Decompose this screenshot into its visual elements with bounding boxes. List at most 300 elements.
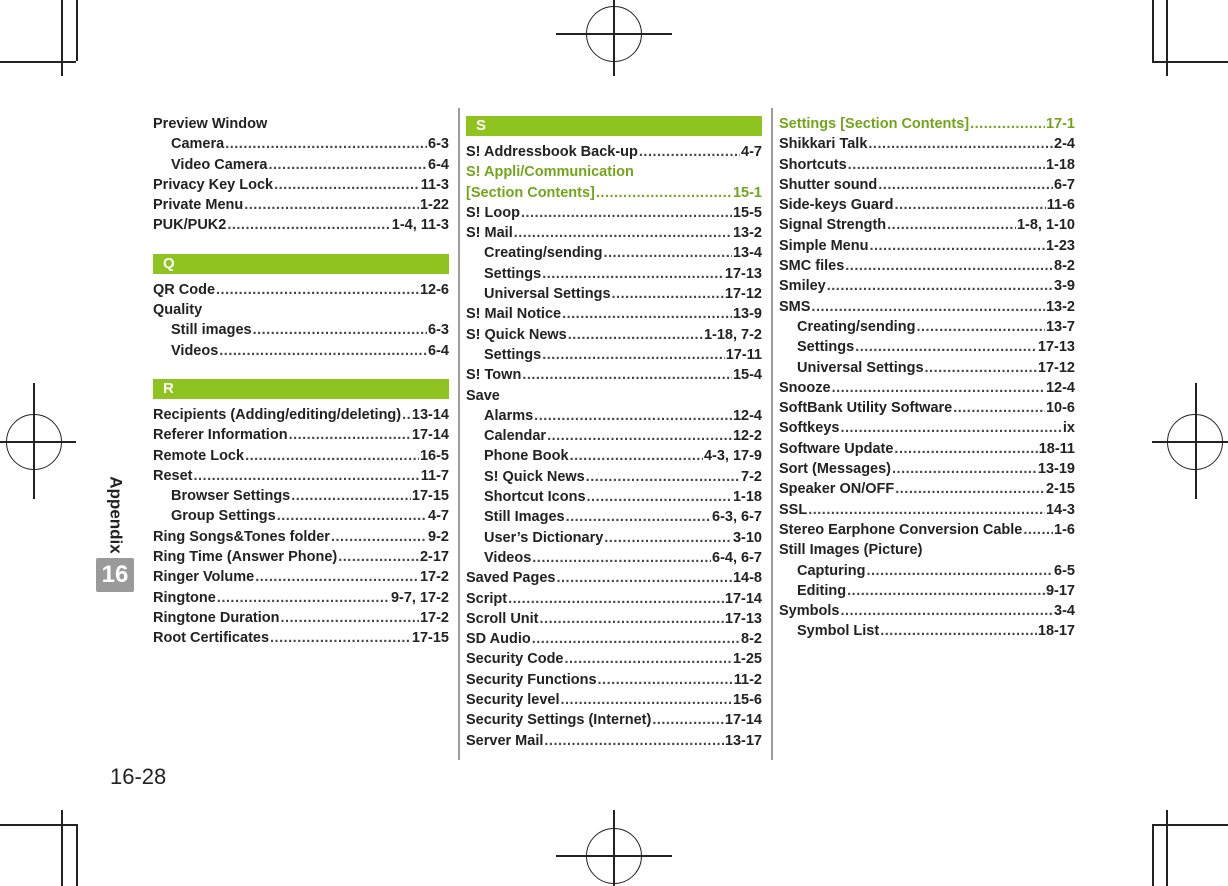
dot-leader bbox=[277, 506, 427, 526]
entry-term: Snooze bbox=[779, 379, 831, 396]
dot-leader bbox=[880, 621, 1037, 641]
entry-term: S! Mail Notice bbox=[466, 306, 562, 323]
index-entry bbox=[466, 142, 762, 162]
index-entry bbox=[466, 568, 762, 588]
index-entry bbox=[466, 467, 762, 487]
index-entry bbox=[153, 134, 449, 154]
index-entry bbox=[466, 264, 762, 284]
index-entry bbox=[466, 162, 762, 182]
index-entry bbox=[466, 284, 762, 304]
dot-leader bbox=[848, 155, 1045, 175]
entry-term: Remote Lock bbox=[153, 447, 245, 464]
index-entry bbox=[779, 540, 1075, 560]
dot-leader bbox=[612, 284, 724, 304]
entry-term: User’s Dictionary bbox=[484, 529, 604, 546]
index-entry bbox=[779, 155, 1075, 175]
entry-term: Save bbox=[466, 387, 500, 404]
entry-page-ref: 11-7 bbox=[420, 467, 449, 484]
entry-page-ref: 8-2 bbox=[741, 631, 762, 648]
entry-page-ref: 13-2 bbox=[732, 225, 762, 242]
index-entry bbox=[779, 520, 1075, 540]
entry-term: Recipients (Adding/editing/deleting) bbox=[153, 406, 402, 423]
index-entry bbox=[153, 466, 449, 486]
index-entry bbox=[466, 731, 762, 751]
entry-page-ref: 15-1 bbox=[732, 184, 762, 201]
index-entry bbox=[153, 300, 449, 320]
crop-mark bbox=[1166, 810, 1168, 886]
entry-term: Shutter sound bbox=[779, 176, 878, 193]
entry-page-ref: 9-7, 17-2 bbox=[390, 589, 449, 606]
entry-page-ref: 7-2 bbox=[741, 468, 762, 485]
entry-term: Universal Settings bbox=[484, 286, 611, 303]
dot-leader bbox=[508, 589, 724, 609]
entry-page-ref: 1-25 bbox=[732, 651, 762, 668]
dot-leader bbox=[887, 215, 1016, 235]
entry-term: Shortcuts bbox=[779, 156, 847, 173]
index-entry bbox=[779, 500, 1075, 520]
entry-page-ref: 1-23 bbox=[1045, 237, 1075, 254]
chapter-tab bbox=[96, 470, 134, 590]
entry-term: Reset bbox=[153, 467, 193, 484]
dot-leader bbox=[565, 649, 732, 669]
dot-leader bbox=[916, 317, 1045, 337]
dot-leader bbox=[544, 731, 724, 751]
dot-leader bbox=[532, 629, 740, 649]
dot-leader bbox=[808, 500, 1045, 520]
entry-page-ref: 4-3, 17-9 bbox=[703, 448, 762, 465]
registration-circle bbox=[586, 828, 642, 884]
dot-leader bbox=[225, 134, 427, 154]
entry-page-ref: 2-4 bbox=[1054, 136, 1075, 153]
page-number: 16-28 bbox=[110, 764, 167, 789]
entry-term: Smiley bbox=[779, 278, 826, 295]
section-header: R bbox=[153, 379, 449, 399]
entry-term: Still Images (Picture) bbox=[779, 542, 923, 559]
dot-leader bbox=[604, 528, 732, 548]
dot-leader bbox=[855, 337, 1037, 357]
entry-term: Symbol List bbox=[797, 623, 880, 640]
entry-page-ref: 1-6 bbox=[1054, 521, 1075, 538]
dot-leader bbox=[253, 320, 427, 340]
index-entry bbox=[153, 425, 449, 445]
dot-leader bbox=[953, 398, 1045, 418]
dot-leader bbox=[895, 479, 1045, 499]
index-entry bbox=[153, 280, 449, 300]
entry-page-ref: 6-3 bbox=[428, 322, 449, 339]
index-entry bbox=[779, 378, 1075, 398]
index-entry bbox=[153, 341, 449, 361]
dot-leader bbox=[244, 195, 419, 215]
index-entry bbox=[779, 337, 1075, 357]
entry-page-ref: 17-2 bbox=[419, 609, 449, 626]
entry-page-ref: 13-2 bbox=[1045, 298, 1075, 315]
dot-leader bbox=[894, 439, 1037, 459]
entry-page-ref: 15-5 bbox=[732, 204, 762, 221]
index-entry bbox=[466, 589, 762, 609]
entry-term: PUK/PUK2 bbox=[153, 217, 227, 234]
index-entry bbox=[153, 175, 449, 195]
entry-term: Scroll Unit bbox=[466, 610, 539, 627]
dot-leader bbox=[542, 264, 724, 284]
index-entry bbox=[466, 446, 762, 466]
index-entry bbox=[466, 223, 762, 243]
section-gap bbox=[153, 361, 449, 377]
index-entry bbox=[779, 398, 1075, 418]
dot-leader bbox=[402, 405, 411, 425]
index-entry bbox=[779, 114, 1075, 134]
dot-leader bbox=[925, 358, 1037, 378]
entry-term: Videos bbox=[484, 549, 532, 566]
dot-leader bbox=[216, 280, 419, 300]
index-entry bbox=[466, 426, 762, 446]
entry-page-ref: 16-5 bbox=[419, 447, 449, 464]
dot-leader bbox=[811, 297, 1045, 317]
index-entry bbox=[153, 195, 449, 215]
index-column-1 bbox=[153, 114, 449, 649]
entry-page-ref: 9-17 bbox=[1045, 582, 1075, 599]
dot-leader bbox=[869, 236, 1045, 256]
entry-page-ref: 1-22 bbox=[419, 197, 449, 214]
index-entry bbox=[153, 215, 449, 235]
entry-term: Security level bbox=[466, 692, 560, 709]
entry-page-ref: 2-15 bbox=[1045, 481, 1075, 498]
dot-leader bbox=[217, 588, 390, 608]
dot-leader bbox=[547, 426, 732, 446]
index-entry bbox=[779, 601, 1075, 621]
dot-leader bbox=[832, 378, 1045, 398]
dot-leader bbox=[603, 243, 732, 263]
entry-page-ref: 12-2 bbox=[732, 428, 762, 445]
entry-page-ref: 1-18, 7-2 bbox=[703, 326, 762, 343]
dot-leader bbox=[534, 406, 732, 426]
crop-mark bbox=[76, 824, 78, 886]
entry-page-ref: 13-14 bbox=[411, 406, 449, 423]
section-header: Q bbox=[153, 254, 449, 274]
entry-page-ref: 13-17 bbox=[724, 732, 762, 749]
entry-page-ref: 1-4, 11-3 bbox=[391, 217, 449, 234]
entry-page-ref: 6-4 bbox=[428, 156, 449, 173]
entry-term: Alarms bbox=[484, 407, 534, 424]
index-entry bbox=[779, 195, 1075, 215]
entry-page-ref: 17-13 bbox=[724, 265, 762, 282]
entry-term: Universal Settings bbox=[797, 359, 924, 376]
dot-leader bbox=[570, 446, 703, 466]
entry-term: Speaker ON/OFF bbox=[779, 481, 895, 498]
index-entry bbox=[466, 203, 762, 223]
entry-page-ref: 15-6 bbox=[732, 692, 762, 709]
index-entry bbox=[779, 236, 1075, 256]
entry-page-ref: 17-12 bbox=[1037, 359, 1075, 376]
entry-page-ref: 1-18 bbox=[732, 489, 762, 506]
dot-leader bbox=[892, 459, 1037, 479]
dot-leader bbox=[542, 345, 725, 365]
dot-leader bbox=[598, 670, 733, 690]
entry-term: S! Addressbook Back-up bbox=[466, 144, 638, 160]
entry-term: Security Functions bbox=[466, 671, 597, 688]
entry-page-ref: 1-18 bbox=[1045, 156, 1075, 173]
registration-circle bbox=[6, 414, 62, 470]
dot-leader bbox=[556, 568, 731, 588]
entry-term: S! Appli/Communication bbox=[466, 164, 634, 181]
entry-term: S! Loop bbox=[466, 204, 520, 221]
entry-term: Still Images bbox=[484, 509, 565, 526]
index-entry bbox=[153, 114, 449, 134]
entry-term: Ringtone Duration bbox=[153, 609, 280, 626]
entry-term: S! Mail bbox=[466, 225, 513, 242]
dot-leader bbox=[840, 601, 1053, 621]
entry-page-ref: 17-15 bbox=[411, 488, 449, 505]
index-entry bbox=[153, 155, 449, 175]
dot-leader bbox=[331, 527, 427, 547]
entry-page-ref: 17-2 bbox=[419, 569, 449, 586]
entry-term: Script bbox=[466, 590, 508, 607]
entry-page-ref: 4-7 bbox=[428, 508, 449, 525]
index-entry bbox=[466, 507, 762, 527]
entry-page-ref: 17-12 bbox=[724, 286, 762, 303]
dot-leader bbox=[866, 561, 1053, 581]
entry-term: Settings bbox=[484, 265, 542, 282]
dot-leader bbox=[274, 175, 420, 195]
index-entry bbox=[153, 486, 449, 506]
index-entry bbox=[779, 418, 1075, 438]
entry-term: Security Code bbox=[466, 651, 564, 668]
entry-term: QR Code bbox=[153, 281, 216, 298]
entry-page-ref: 13-9 bbox=[732, 306, 762, 323]
index-entry bbox=[466, 528, 762, 548]
dot-leader bbox=[868, 134, 1053, 154]
entry-term: Ring Time (Answer Phone) bbox=[153, 549, 338, 566]
crop-mark bbox=[1152, 824, 1228, 826]
index-column-3 bbox=[779, 114, 1075, 642]
entry-page-ref: 11-3 bbox=[420, 176, 449, 193]
entry-term: Calendar bbox=[484, 428, 547, 445]
entry-term: Videos bbox=[171, 342, 219, 359]
entry-term: Settings bbox=[484, 346, 542, 363]
entry-term: Shikkari Talk bbox=[779, 136, 868, 153]
index-entry bbox=[466, 325, 762, 345]
entry-page-ref: 15-4 bbox=[732, 367, 762, 384]
entry-page-ref: 6-3, 6-7 bbox=[712, 509, 762, 526]
entry-term: Creating/sending bbox=[797, 318, 916, 335]
dot-leader bbox=[840, 418, 1061, 438]
index-entry bbox=[153, 527, 449, 547]
entry-term: Security Settings (Internet) bbox=[466, 712, 652, 729]
crop-mark bbox=[1166, 0, 1168, 76]
entry-page-ref: 17-11 bbox=[725, 346, 762, 363]
entry-term: Softkeys bbox=[779, 420, 840, 437]
entry-term: Side-keys Guard bbox=[779, 197, 894, 214]
entry-term: Shortcut Icons bbox=[484, 489, 586, 506]
entry-page-ref: 11-6 bbox=[1046, 197, 1075, 214]
entry-term: Sort (Messages) bbox=[779, 461, 892, 478]
entry-term: Still images bbox=[171, 322, 252, 339]
index-entry bbox=[466, 406, 762, 426]
entry-page-ref: 17-1 bbox=[1045, 116, 1075, 132]
index-entry bbox=[779, 276, 1075, 296]
entry-term: Browser Settings bbox=[171, 488, 291, 505]
crop-mark bbox=[76, 0, 78, 61]
chapter-tab-label: Appendix bbox=[107, 476, 127, 554]
entry-term: Private Menu bbox=[153, 197, 244, 214]
index-entry bbox=[779, 297, 1075, 317]
column-divider bbox=[771, 108, 773, 760]
entry-term: Simple Menu bbox=[779, 237, 869, 254]
index-entry bbox=[779, 215, 1075, 235]
entry-term: SMS bbox=[779, 298, 811, 315]
entry-page-ref: 17-14 bbox=[724, 712, 762, 729]
entry-term: S! Quick News bbox=[466, 326, 567, 343]
index-entry bbox=[466, 690, 762, 710]
index-entry bbox=[779, 256, 1075, 276]
entry-term: Settings bbox=[797, 339, 855, 356]
dot-leader bbox=[845, 256, 1053, 276]
entry-page-ref: 13-4 bbox=[732, 245, 762, 262]
entry-page-ref: 6-5 bbox=[1054, 562, 1075, 579]
entry-page-ref: 14-8 bbox=[732, 570, 762, 587]
entry-page-ref: 17-13 bbox=[1037, 339, 1075, 356]
entry-page-ref: 3-9 bbox=[1054, 278, 1075, 295]
dot-leader bbox=[194, 466, 420, 486]
registration-circle bbox=[586, 6, 642, 62]
dot-leader bbox=[521, 203, 732, 223]
entry-term: Creating/sending bbox=[484, 245, 603, 262]
crop-mark bbox=[1152, 0, 1154, 61]
index-column-2 bbox=[466, 114, 762, 751]
entry-page-ref: 17-14 bbox=[724, 590, 762, 607]
dot-leader bbox=[568, 325, 703, 345]
entry-term: Referer Information bbox=[153, 427, 288, 444]
index-entry bbox=[779, 459, 1075, 479]
entry-page-ref: 13-7 bbox=[1045, 318, 1075, 335]
crop-mark bbox=[0, 824, 76, 826]
index-entry bbox=[779, 175, 1075, 195]
entry-page-ref: 6-7 bbox=[1054, 176, 1075, 193]
index-entry bbox=[466, 649, 762, 669]
dot-leader bbox=[219, 341, 427, 361]
dot-leader bbox=[652, 710, 724, 730]
index-entry bbox=[779, 479, 1075, 499]
dot-leader bbox=[894, 195, 1045, 215]
entry-page-ref: 1-8, 1-10 bbox=[1016, 217, 1075, 234]
entry-term: Software Update bbox=[779, 440, 894, 457]
dot-leader bbox=[270, 628, 411, 648]
registration-circle bbox=[1167, 414, 1223, 470]
entry-term: S! Town bbox=[466, 367, 522, 384]
section-gap bbox=[153, 236, 449, 252]
entry-term: SD Audio bbox=[466, 631, 531, 648]
index-entry bbox=[153, 446, 449, 466]
entry-page-ref: 3-4 bbox=[1054, 603, 1075, 620]
entry-term: Settings [Section Contents] bbox=[779, 116, 970, 132]
entry-term: Server Mail bbox=[466, 732, 544, 749]
entry-term: Group Settings bbox=[171, 508, 276, 525]
index-entry bbox=[153, 547, 449, 567]
dot-leader bbox=[639, 142, 740, 162]
dot-leader bbox=[566, 507, 711, 527]
dot-leader bbox=[268, 155, 427, 175]
entry-page-ref: 6-4 bbox=[428, 342, 449, 359]
entry-term: S! Quick News bbox=[484, 468, 585, 485]
entry-page-ref: 4-7 bbox=[741, 144, 762, 160]
entry-page-ref: 3-10 bbox=[732, 529, 762, 546]
dot-leader bbox=[970, 114, 1045, 134]
entry-term: Privacy Key Lock bbox=[153, 176, 274, 193]
column-divider bbox=[458, 108, 460, 760]
entry-page-ref: 17-14 bbox=[411, 427, 449, 444]
crop-mark bbox=[1152, 61, 1228, 63]
index-entry bbox=[779, 358, 1075, 378]
dot-leader bbox=[1023, 520, 1053, 540]
index-entry bbox=[153, 405, 449, 425]
chapter-tab-number: 16 bbox=[96, 558, 134, 592]
dot-leader bbox=[847, 581, 1045, 601]
entry-term: Symbols bbox=[779, 603, 840, 620]
entry-page-ref: 18-11 bbox=[1038, 440, 1075, 457]
entry-term: Ring Songs&Tones folder bbox=[153, 528, 330, 545]
entry-term: Ringer Volume bbox=[153, 569, 255, 586]
entry-term: Capturing bbox=[797, 562, 866, 579]
entry-term: SSL bbox=[779, 501, 808, 518]
entry-term: Camera bbox=[171, 136, 225, 153]
entry-page-ref: 2-17 bbox=[419, 549, 449, 566]
crop-mark bbox=[0, 61, 76, 63]
entry-term: SMC files bbox=[779, 258, 845, 275]
entry-term: Signal Strength bbox=[779, 217, 887, 234]
index-entry bbox=[466, 670, 762, 690]
entry-term: Phone Book bbox=[484, 448, 569, 465]
entry-page-ref: 17-15 bbox=[411, 630, 449, 647]
entry-term: Video Camera bbox=[171, 156, 268, 173]
index-entry bbox=[466, 710, 762, 730]
index-entry bbox=[466, 548, 762, 568]
entry-term: [Section Contents] bbox=[466, 184, 595, 201]
index-entry bbox=[466, 365, 762, 385]
index-entry bbox=[153, 567, 449, 587]
dot-leader bbox=[540, 609, 724, 629]
entry-page-ref: 9-2 bbox=[428, 528, 449, 545]
crop-mark bbox=[1152, 824, 1154, 886]
dot-leader bbox=[596, 183, 732, 203]
index-entry bbox=[779, 439, 1075, 459]
index-entry bbox=[779, 317, 1075, 337]
entry-page-ref: 11-2 bbox=[733, 671, 762, 688]
index-entry bbox=[466, 609, 762, 629]
entry-page-ref: 17-13 bbox=[724, 610, 762, 627]
entry-page-ref: ix bbox=[1062, 420, 1075, 437]
dot-leader bbox=[289, 425, 411, 445]
dot-leader bbox=[561, 690, 732, 710]
section-header: S bbox=[466, 116, 762, 136]
dot-leader bbox=[255, 567, 419, 587]
index-entry bbox=[466, 345, 762, 365]
index-entry bbox=[153, 506, 449, 526]
index-entry bbox=[466, 243, 762, 263]
index-entry bbox=[466, 304, 762, 324]
crop-mark bbox=[61, 0, 63, 76]
index-entry bbox=[779, 561, 1075, 581]
entry-page-ref: 8-2 bbox=[1054, 258, 1075, 275]
entry-page-ref: 18-17 bbox=[1037, 623, 1075, 640]
entry-page-ref: 6-3 bbox=[428, 136, 449, 153]
dot-leader bbox=[227, 215, 390, 235]
entry-page-ref: 6-4, 6-7 bbox=[712, 549, 762, 566]
entry-page-ref: 12-4 bbox=[732, 407, 762, 424]
entry-page-ref: 12-6 bbox=[419, 281, 449, 298]
index-entry bbox=[779, 581, 1075, 601]
index-entry bbox=[466, 487, 762, 507]
entry-term: Saved Pages bbox=[466, 570, 556, 587]
dot-leader bbox=[291, 486, 411, 506]
